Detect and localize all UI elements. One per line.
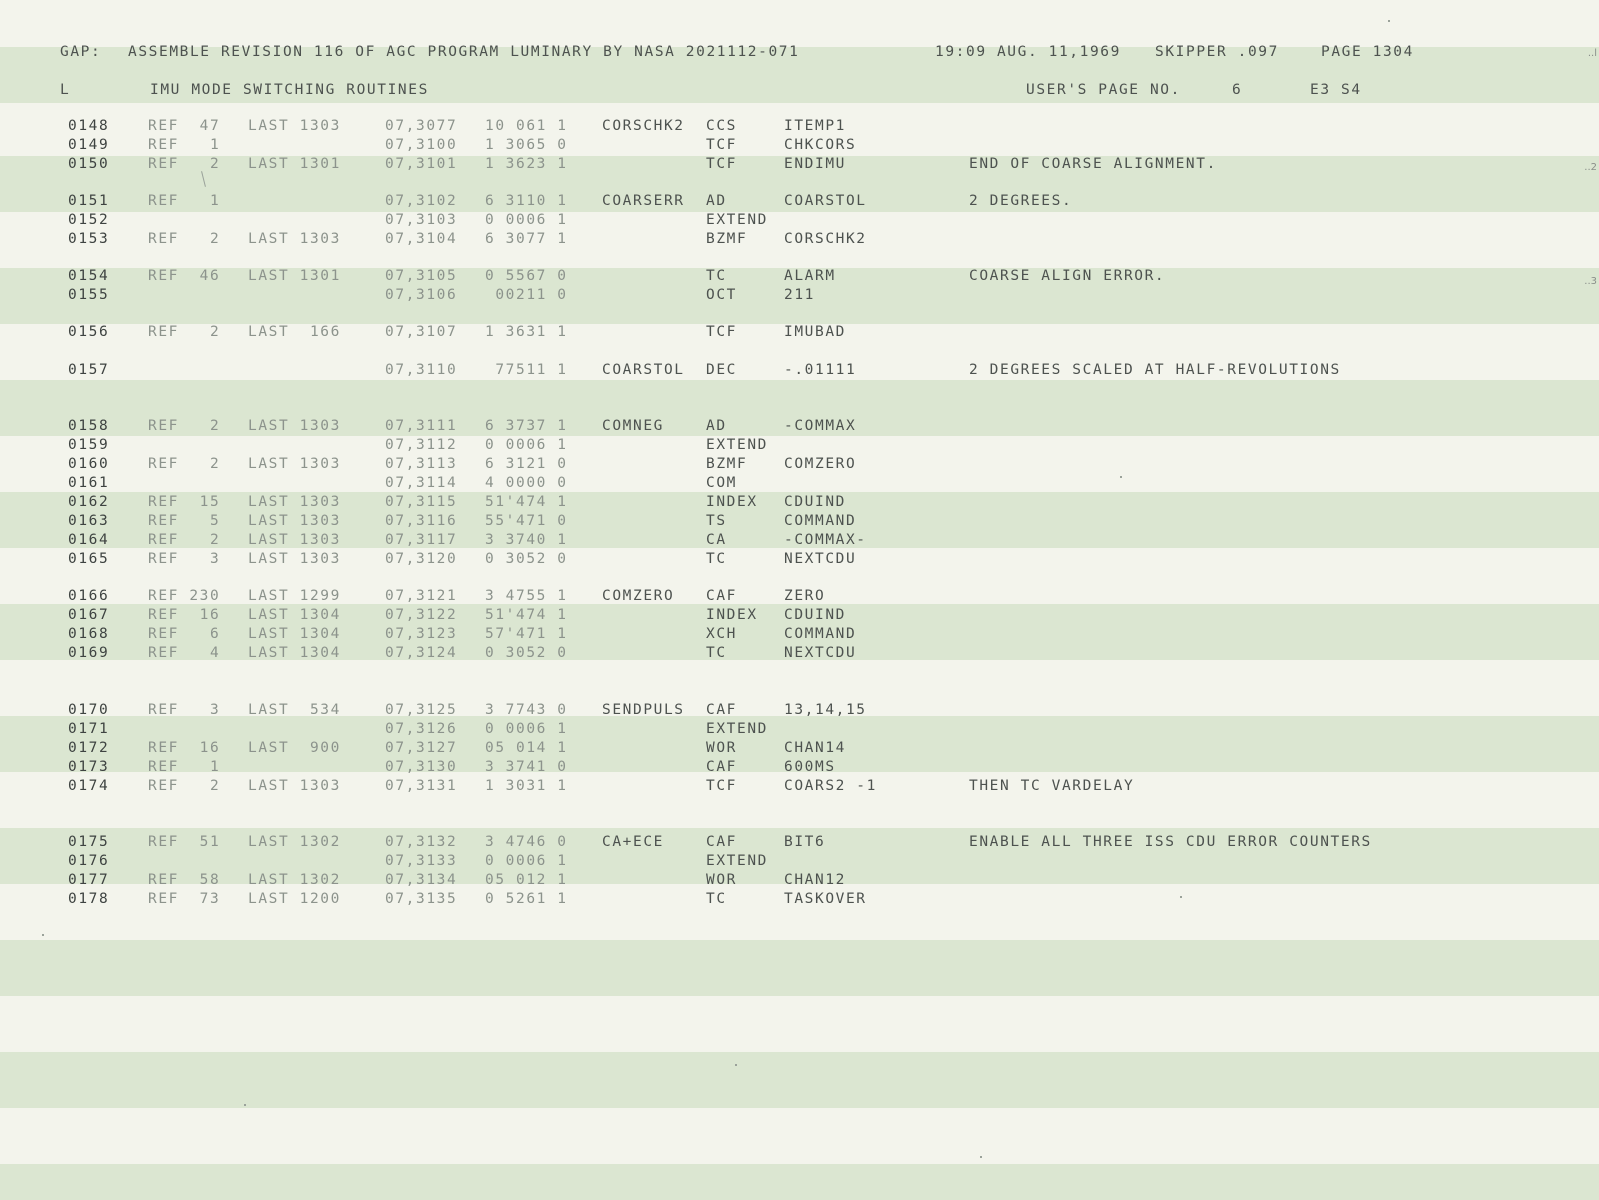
row-last: LAST 1303 (248, 778, 341, 794)
row-word: 0 0006 1 (485, 721, 568, 737)
row-last: LAST 166 (248, 324, 341, 340)
row-operand: ZERO (784, 588, 826, 604)
paper-speck (42, 934, 44, 936)
row-operand: 13,14,15 (784, 702, 867, 718)
row-line: 0157 (68, 362, 110, 378)
row-word: 3 4746 0 (485, 834, 568, 850)
row-line: 0150 (68, 156, 110, 172)
row-last: LAST 1303 (248, 513, 341, 529)
row-op: CAF (706, 759, 737, 775)
row-operand: TASKOVER (784, 891, 867, 907)
row-op: TC (706, 645, 727, 661)
paper-speck (1388, 20, 1390, 22)
margin-mark: ..l (1587, 48, 1597, 59)
row-line: 0164 (68, 532, 110, 548)
row-addr: 07,3131 (385, 778, 458, 794)
row-label: COMZERO (602, 588, 675, 604)
row-line: 0151 (68, 193, 110, 209)
row-op: INDEX (706, 607, 758, 623)
row-ref: REF 2 (148, 532, 221, 548)
paper-speck (1180, 896, 1182, 898)
row-op: EXTEND (706, 437, 768, 453)
row-last: LAST 1299 (248, 588, 341, 604)
row-addr: 07,3130 (385, 759, 458, 775)
row-addr: 07,3105 (385, 268, 458, 284)
row-label: CA+ECE (602, 834, 664, 850)
section-title: IMU MODE SWITCHING ROUTINES (150, 82, 429, 98)
row-last: LAST 1303 (248, 231, 341, 247)
row-addr: 07,3113 (385, 456, 458, 472)
row-last: LAST 900 (248, 740, 341, 756)
row-op: CAF (706, 588, 737, 604)
row-ref: REF 2 (148, 231, 221, 247)
row-ref: REF 2 (148, 778, 221, 794)
row-label: COARSTOL (602, 362, 685, 378)
row-comment: COARSE ALIGN ERROR. (969, 268, 1166, 284)
row-addr: 07,3134 (385, 872, 458, 888)
row-line: 0155 (68, 287, 110, 303)
row-comment: 2 DEGREES SCALED AT HALF-REVOLUTIONS (969, 362, 1341, 378)
margin-mark: ..2 (1584, 162, 1597, 173)
row-comment: 2 DEGREES. (969, 193, 1073, 209)
row-operand: CHAN12 (784, 872, 846, 888)
row-ref: REF 16 (148, 607, 221, 623)
row-ref: REF 1 (148, 137, 221, 153)
row-addr: 07,3123 (385, 626, 458, 642)
row-addr: 07,3117 (385, 532, 458, 548)
row-line: 0163 (68, 513, 110, 529)
row-addr: 07,3100 (385, 137, 458, 153)
row-word: 0 3052 0 (485, 645, 568, 661)
row-addr: 07,3133 (385, 853, 458, 869)
row-operand: ENDIMU (784, 156, 846, 172)
row-addr: 07,3106 (385, 287, 458, 303)
row-addr: 07,3077 (385, 118, 458, 134)
row-op: EXTEND (706, 212, 768, 228)
row-ref: REF 1 (148, 759, 221, 775)
row-word: 57'471 1 (485, 626, 568, 642)
row-operand: ITEMP1 (784, 118, 846, 134)
row-line: 0169 (68, 645, 110, 661)
header-code: E3 S4 (1310, 82, 1362, 98)
row-addr: 07,3104 (385, 231, 458, 247)
row-op: CAF (706, 834, 737, 850)
paper-speck (735, 1064, 737, 1066)
row-word: 3 4755 1 (485, 588, 568, 604)
row-line: 0149 (68, 137, 110, 153)
row-word: 3 7743 0 (485, 702, 568, 718)
header-user: SKIPPER .097 (1155, 44, 1279, 60)
row-op: TCF (706, 137, 737, 153)
row-ref: REF 15 (148, 494, 221, 510)
row-operand: COARS2 -1 (784, 778, 877, 794)
row-operand: NEXTCDU (784, 645, 857, 661)
row-op: BZMF (706, 456, 748, 472)
row-line: 0177 (68, 872, 110, 888)
row-ref: REF 2 (148, 418, 221, 434)
row-operand: CHKCORS (784, 137, 857, 153)
row-operand: ALARM (784, 268, 836, 284)
paper-speck (244, 1104, 246, 1106)
row-addr: 07,3121 (385, 588, 458, 604)
row-last: LAST 1304 (248, 645, 341, 661)
row-word: 0 0006 1 (485, 853, 568, 869)
row-line: 0154 (68, 268, 110, 284)
row-addr: 07,3135 (385, 891, 458, 907)
row-label: SENDPULS (602, 702, 685, 718)
row-op: DEC (706, 362, 737, 378)
row-line: 0167 (68, 607, 110, 623)
row-operand: CDUIND (784, 607, 846, 623)
header-page: PAGE 1304 (1321, 44, 1414, 60)
row-word: 05 012 1 (485, 872, 568, 888)
row-word: 3 3740 1 (485, 532, 568, 548)
pencil-stroke (201, 171, 206, 187)
row-addr: 07,3116 (385, 513, 458, 529)
row-word: 0 5261 1 (485, 891, 568, 907)
row-line: 0165 (68, 551, 110, 567)
row-line: 0170 (68, 702, 110, 718)
row-word: 3 3741 0 (485, 759, 568, 775)
row-word: 6 3121 0 (485, 456, 568, 472)
row-addr: 07,3124 (385, 645, 458, 661)
row-last: LAST 1303 (248, 494, 341, 510)
row-last: LAST 1303 (248, 456, 341, 472)
row-operand: 211 (784, 287, 815, 303)
row-op: TC (706, 551, 727, 567)
row-op: COM (706, 475, 737, 491)
row-line: 0160 (68, 456, 110, 472)
row-word: 1 3623 1 (485, 156, 568, 172)
row-comment: ENABLE ALL THREE ISS CDU ERROR COUNTERS (969, 834, 1372, 850)
row-addr: 07,3126 (385, 721, 458, 737)
header-gap: GAP: (60, 44, 102, 60)
row-op: TCF (706, 324, 737, 340)
row-ref: REF 51 (148, 834, 221, 850)
row-addr: 07,3125 (385, 702, 458, 718)
row-op: EXTEND (706, 853, 768, 869)
row-operand: IMUBAD (784, 324, 846, 340)
row-last: LAST 1303 (248, 118, 341, 134)
paper-speck (1120, 476, 1122, 478)
row-op: WOR (706, 872, 737, 888)
row-addr: 07,3103 (385, 212, 458, 228)
row-op: AD (706, 193, 727, 209)
row-addr: 07,3101 (385, 156, 458, 172)
row-ref: REF 46 (148, 268, 221, 284)
row-word: 05 014 1 (485, 740, 568, 756)
row-word: 6 3077 1 (485, 231, 568, 247)
row-word: 10 061 1 (485, 118, 568, 134)
row-last: LAST 1304 (248, 607, 341, 623)
row-line: 0148 (68, 118, 110, 134)
row-ref: REF 3 (148, 702, 221, 718)
row-ref: REF 2 (148, 324, 221, 340)
row-op: AD (706, 418, 727, 434)
row-line: 0161 (68, 475, 110, 491)
row-line: 0172 (68, 740, 110, 756)
row-line: 0158 (68, 418, 110, 434)
row-ref: REF 4 (148, 645, 221, 661)
row-addr: 07,3132 (385, 834, 458, 850)
row-comment: THEN TC VARDELAY (969, 778, 1135, 794)
row-word: 0 3052 0 (485, 551, 568, 567)
row-comment: END OF COARSE ALIGNMENT. (969, 156, 1217, 172)
margin-mark: ..3 (1584, 276, 1597, 287)
row-word: 51'474 1 (485, 494, 568, 510)
row-line: 0159 (68, 437, 110, 453)
paper-speck (980, 1156, 982, 1158)
row-word: 6 3737 1 (485, 418, 568, 434)
row-last: LAST 1303 (248, 418, 341, 434)
row-operand: -COMMAX- (784, 532, 867, 548)
row-addr: 07,3102 (385, 193, 458, 209)
row-line: 0173 (68, 759, 110, 775)
row-word: 77511 1 (485, 362, 568, 378)
row-addr: 07,3122 (385, 607, 458, 623)
row-ref: REF 58 (148, 872, 221, 888)
row-op: TCF (706, 778, 737, 794)
row-ref: REF 47 (148, 118, 221, 134)
row-line: 0176 (68, 853, 110, 869)
row-word: 0 0006 1 (485, 212, 568, 228)
users-page-no: 6 (1232, 82, 1243, 98)
row-operand: COMZERO (784, 456, 857, 472)
row-word: 55'471 0 (485, 513, 568, 529)
row-addr: 07,3110 (385, 362, 458, 378)
row-word: 0 5567 0 (485, 268, 568, 284)
row-last: LAST 1302 (248, 834, 341, 850)
row-operand: CORSCHK2 (784, 231, 867, 247)
header-l: L (60, 82, 71, 98)
row-word: 51'474 1 (485, 607, 568, 623)
row-op: OCT (706, 287, 737, 303)
row-op: TCF (706, 156, 737, 172)
row-operand: COMMAND (784, 626, 857, 642)
row-ref: REF 1 (148, 193, 221, 209)
row-ref: REF 73 (148, 891, 221, 907)
row-last: LAST 1303 (248, 551, 341, 567)
row-ref: REF 230 (148, 588, 221, 604)
row-operand: COMMAND (784, 513, 857, 529)
row-line: 0166 (68, 588, 110, 604)
row-label: CORSCHK2 (602, 118, 685, 134)
header-title: ASSEMBLE REVISION 116 OF AGC PROGRAM LUMINARY BY NASA 2021112-071 (128, 44, 800, 60)
row-line: 0175 (68, 834, 110, 850)
row-op: CA (706, 532, 727, 548)
row-addr: 07,3112 (385, 437, 458, 453)
row-operand: CHAN14 (784, 740, 846, 756)
row-label: COARSERR (602, 193, 685, 209)
row-word: 1 3031 1 (485, 778, 568, 794)
row-word: 6 3110 1 (485, 193, 568, 209)
row-addr: 07,3107 (385, 324, 458, 340)
row-op: INDEX (706, 494, 758, 510)
row-line: 0152 (68, 212, 110, 228)
row-ref: REF 16 (148, 740, 221, 756)
row-word: 1 3631 1 (485, 324, 568, 340)
row-addr: 07,3120 (385, 551, 458, 567)
row-operand: -COMMAX (784, 418, 857, 434)
header-datetime: 19:09 AUG. 11,1969 (935, 44, 1121, 60)
row-line: 0171 (68, 721, 110, 737)
row-addr: 07,3111 (385, 418, 458, 434)
row-operand: CDUIND (784, 494, 846, 510)
row-op: TC (706, 268, 727, 284)
row-ref: REF 2 (148, 156, 221, 172)
row-line: 0153 (68, 231, 110, 247)
row-last: LAST 1303 (248, 532, 341, 548)
row-ref: REF 2 (148, 456, 221, 472)
row-word: 0 0006 1 (485, 437, 568, 453)
row-addr: 07,3127 (385, 740, 458, 756)
row-ref: REF 3 (148, 551, 221, 567)
row-last: LAST 1200 (248, 891, 341, 907)
row-op: WOR (706, 740, 737, 756)
row-line: 0162 (68, 494, 110, 510)
row-addr: 07,3115 (385, 494, 458, 510)
row-operand: NEXTCDU (784, 551, 857, 567)
row-last: LAST 1302 (248, 872, 341, 888)
row-op: BZMF (706, 231, 748, 247)
row-last: LAST 1301 (248, 268, 341, 284)
row-line: 0174 (68, 778, 110, 794)
row-word: 00211 0 (485, 287, 568, 303)
row-label: COMNEG (602, 418, 664, 434)
row-addr: 07,3114 (385, 475, 458, 491)
row-op: TS (706, 513, 727, 529)
row-operand: BIT6 (784, 834, 826, 850)
row-operand: 600MS (784, 759, 836, 775)
row-op: TC (706, 891, 727, 907)
row-operand: COARSTOL (784, 193, 867, 209)
row-line: 0178 (68, 891, 110, 907)
row-op: CCS (706, 118, 737, 134)
row-op: XCH (706, 626, 737, 642)
row-last: LAST 1304 (248, 626, 341, 642)
row-op: CAF (706, 702, 737, 718)
row-line: 0168 (68, 626, 110, 642)
row-last: LAST 534 (248, 702, 341, 718)
row-line: 0156 (68, 324, 110, 340)
row-word: 4 0000 0 (485, 475, 568, 491)
row-ref: REF 5 (148, 513, 221, 529)
users-page-label: USER'S PAGE NO. (1026, 82, 1181, 98)
row-op: EXTEND (706, 721, 768, 737)
row-last: LAST 1301 (248, 156, 341, 172)
row-word: 1 3065 0 (485, 137, 568, 153)
row-operand: -.01111 (784, 362, 857, 378)
row-ref: REF 6 (148, 626, 221, 642)
